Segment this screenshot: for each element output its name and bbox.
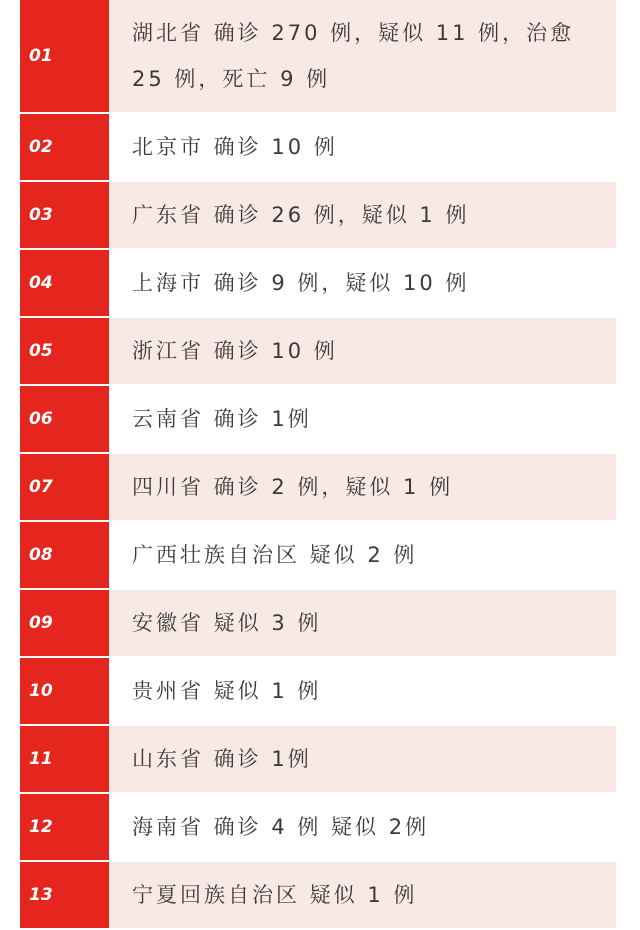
item-text: 北京市 确诊 10 例: [109, 114, 616, 180]
list-item: [20, 386, 616, 452]
item-text: 广西壮族自治区 疑似 2 例: [109, 522, 616, 588]
item-text: 贵州省 疑似 1 例: [109, 658, 616, 724]
case-list: [20, 0, 616, 930]
item-number: 04: [20, 250, 109, 316]
item-text: 宁夏回族自治区 疑似 1 例: [109, 862, 616, 928]
item-text: 广东省 确诊 26 例，疑似 1 例: [109, 182, 616, 248]
list-item: [20, 114, 616, 180]
item-number: 08: [20, 522, 109, 588]
item-text: 湖北省 确诊 270 例，疑似 11 例，治愈 25 例，死亡 9 例: [109, 0, 616, 112]
list-item: [20, 318, 616, 384]
item-number: 07: [20, 454, 109, 520]
list-item: [20, 522, 616, 588]
item-number: 06: [20, 386, 109, 452]
item-text: 山东省 确诊 1例: [109, 726, 616, 792]
list-item: [20, 658, 616, 724]
item-text: 海南省 确诊 4 例 疑似 2例: [109, 794, 616, 860]
item-number: 13: [20, 862, 109, 928]
item-number: 12: [20, 794, 109, 860]
list-item: [20, 590, 616, 656]
item-number: 03: [20, 182, 109, 248]
item-number: 11: [20, 726, 109, 792]
list-item: [20, 182, 616, 248]
list-item: [20, 454, 616, 520]
list-item: [20, 794, 616, 860]
item-number: 05: [20, 318, 109, 384]
list-item: [20, 862, 616, 928]
item-number: 02: [20, 114, 109, 180]
list-item: [20, 726, 616, 792]
item-text: 浙江省 确诊 10 例: [109, 318, 616, 384]
item-text: 上海市 确诊 9 例，疑似 10 例: [109, 250, 616, 316]
item-text: 云南省 确诊 1例: [109, 386, 616, 452]
item-number: 10: [20, 658, 109, 724]
list-item: [20, 0, 616, 112]
item-number: 09: [20, 590, 109, 656]
item-text: 四川省 确诊 2 例，疑似 1 例: [109, 454, 616, 520]
item-number: 01: [20, 0, 109, 112]
list-item: [20, 250, 616, 316]
item-text: 安徽省 疑似 3 例: [109, 590, 616, 656]
